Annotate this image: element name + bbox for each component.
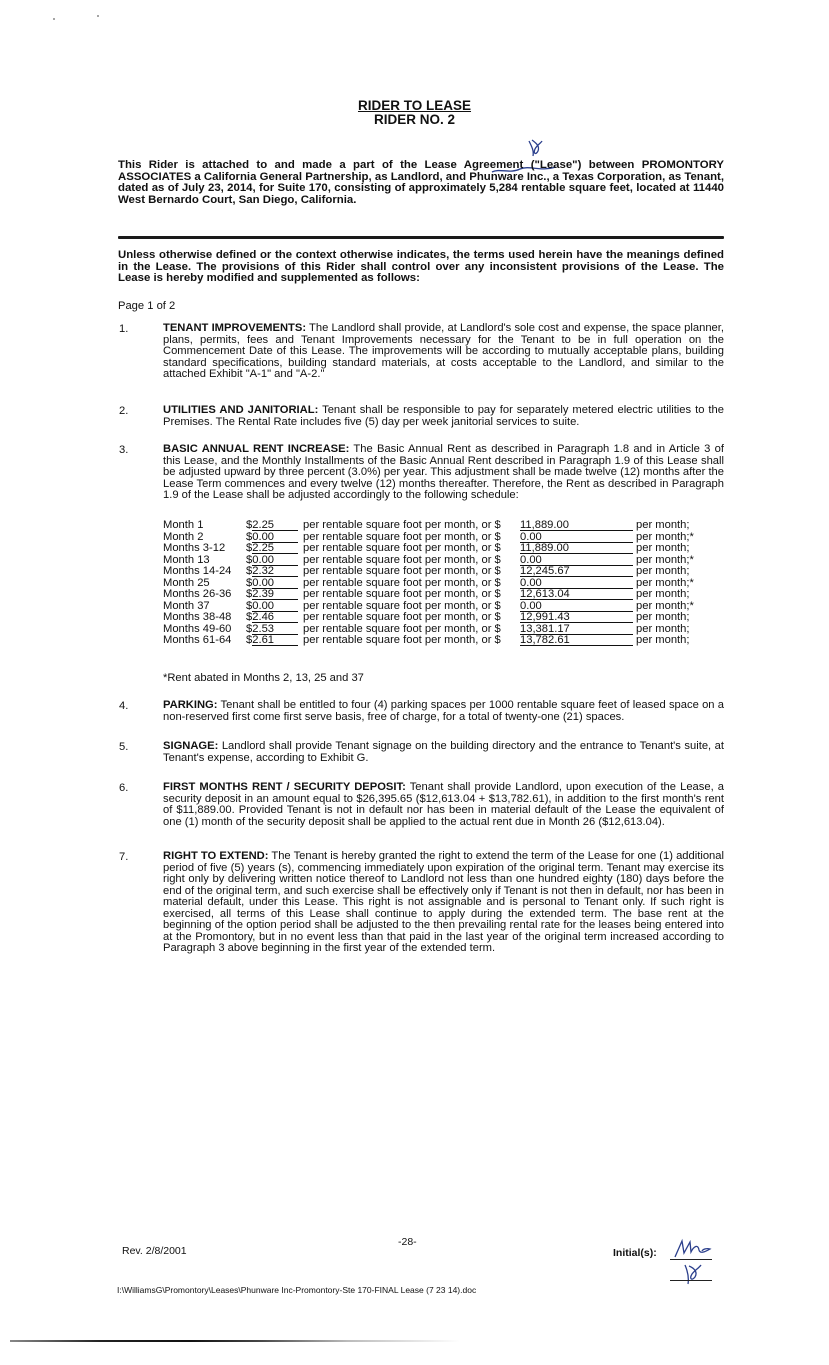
schedule-period: Months 49-60 — [163, 622, 232, 635]
schedule-amount: 0.00 — [520, 578, 633, 590]
schedule-rate: $2.39 — [246, 589, 300, 601]
schedule-suffix: per month; — [636, 622, 690, 635]
schedule-period: Months 38-48 — [163, 611, 232, 623]
schedule-suffix: per month; — [636, 634, 690, 646]
schedule-suffix: per month; — [636, 542, 690, 554]
scan-edge-line — [10, 1340, 460, 1342]
item-number: 6. — [119, 782, 129, 794]
schedule-rate: $2.61 — [246, 635, 300, 647]
schedule-amount: 12,613.04 — [520, 589, 633, 601]
scan-speck — [97, 15, 99, 17]
handwritten-initial-mark — [524, 137, 546, 159]
schedule-period: Months 3-12 — [163, 542, 226, 554]
schedule-suffix: per month; — [636, 588, 690, 600]
schedule-description: per rentable square foot per month, or $ — [303, 576, 501, 589]
schedule-rate: $2.25 — [246, 543, 300, 555]
item-number: 4. — [119, 700, 129, 712]
schedule-description: per rentable square foot per month, or $ — [303, 565, 501, 577]
item-parking — [163, 700, 724, 723]
item-tenant-improvements — [163, 323, 724, 381]
schedule-suffix: per month;* — [636, 530, 694, 543]
initials-line — [670, 1259, 712, 1260]
document-title: RIDER TO LEASE — [357, 98, 472, 113]
schedule-amount: 0.00 — [520, 532, 633, 544]
item-heading: SIGNAGE: — [163, 740, 219, 752]
schedule-amount: 0.00 — [520, 555, 633, 567]
schedule-period: Months 26-36 — [163, 588, 232, 600]
schedule-period: Month 25 — [163, 576, 210, 589]
schedule-amount: 12,245.67 — [520, 566, 633, 578]
item-heading: FIRST MONTHS RENT / SECURITY DEPOSIT: — [163, 781, 406, 793]
item-right-to-extend — [163, 851, 724, 955]
schedule-period: Month 37 — [163, 599, 210, 612]
section-divider — [118, 236, 724, 239]
schedule-description: per rentable square foot per month, or $ — [303, 622, 501, 635]
item-text: The Basic Annual Rent as described in Paragraph 1.8 and in Article 3 of this Lease, and the Monthly Installments of the Basic Annual Rent described in Paragraph 1.9 of this Lease shall be adjusted upward by three percent (3.0%) per year. This adjustment shall be made twelve (12) months after the Lease Term commences and every twelve (12) months thereafter. Therefore, the Rent as described in Paragraph 1.9 of the Lease shall be adjusted accordingly to the following schedule: — [163, 443, 724, 501]
schedule-period: Months 14-24 — [163, 565, 232, 577]
schedule-amount: 12,991.43 — [520, 612, 633, 624]
initials-label: Initial(s): — [613, 1247, 657, 1259]
schedule-amount: 11,889.00 — [520, 520, 633, 532]
initials-signature-1 — [672, 1236, 714, 1260]
schedule-rate: $0.00 — [246, 532, 300, 544]
item-heading: UTILITIES AND JANITORIAL: — [163, 404, 319, 416]
schedule-rate: $2.53 — [246, 624, 300, 636]
schedule-amount: 0.00 — [520, 601, 633, 613]
item-number: 5. — [119, 741, 129, 753]
item-number: 2. — [119, 405, 129, 417]
schedule-rate: $2.25 — [246, 520, 300, 532]
schedule-period: Months 61-64 — [163, 634, 232, 646]
schedule-suffix: per month; — [636, 565, 690, 577]
item-text: The Tenant is hereby granted the right to extend the term of the Lease for one (1) additional period of five (5) years (s), commencing immediately upon expiration of the original term. Tenant may exercise its right only by delivering written notice thereof to Landlord not less than one hundred eighty (180) days before the end of the original term, and such exercise shall be effectively only if Tenant is not then in default, nor has been in material default, under this Lease. This right is not assignable and is personal to Tenant only. If such right is exercised, all terms of this Lease shall continue to apply during the extended term. The base rent at the beginning of the option period shall be adjusted to the then prevailing rental rate for the leases being entered into at the Promontory, but in no event less than that paid in the last year of the original term increased according to Paragraph 3 above beginning in the first year of the extended term. — [163, 850, 724, 954]
page-indicator: Page 1 of 2 — [118, 300, 176, 312]
initials-signature-2 — [679, 1262, 705, 1286]
item-utilities-janitorial — [163, 405, 724, 428]
rent-schedule-table — [163, 520, 723, 647]
schedule-amount: 13,381.17 — [520, 624, 633, 636]
item-number: 7. — [119, 851, 129, 863]
schedule-period: Month 13 — [163, 553, 210, 566]
item-text: Landlord shall provide Tenant signage on the building directory and the entrance to Tenant's suite, at Tenant's expense, according to Exhibit G. — [163, 740, 724, 764]
item-number: 3. — [119, 444, 129, 456]
schedule-suffix: per month; — [636, 519, 690, 531]
schedule-period: Month 1 — [163, 519, 204, 531]
schedule-rate: $0.00 — [246, 578, 300, 590]
item-signage — [163, 741, 724, 764]
schedule-description: per rentable square foot per month, or $ — [303, 542, 501, 554]
schedule-description: per rentable square foot per month, or $ — [303, 599, 501, 612]
item-text: Tenant shall be responsible to pay for separately metered electric utilities to the Premises. The Rental Rate includes five (5) day per week janitorial services to suite. — [163, 404, 724, 428]
schedule-description: per rentable square foot per month, or $ — [303, 519, 501, 531]
schedule-description: per rentable square foot per month, or $ — [303, 553, 501, 566]
item-heading: PARKING: — [163, 699, 218, 711]
schedule-amount: 13,782.61 — [520, 635, 633, 647]
schedule-rate: $2.46 — [246, 612, 300, 624]
initials-line — [670, 1280, 712, 1281]
schedule-suffix: per month;* — [636, 553, 694, 566]
schedule-row — [163, 635, 723, 647]
intro-paragraph: This Rider is attached to and made a part of the Lease Agreement ("Lease") between PROMONTORY ASSOCIATES a California General Partnership, as Landlord, and Phunware Inc., a Texas Corporation, as Tenant, dated as of July 23, 2014, for Suite 170, consisting of approximately 5,284 rentable square feet, located at 11440 West Bernardo Court, San Diego, California. — [118, 159, 724, 206]
revision-date: Rev. 2/8/2001 — [122, 1245, 187, 1257]
schedule-footnote: *Rent abated in Months 2, 13, 25 and 37 — [163, 672, 364, 684]
preamble-paragraph: Unless otherwise defined or the context otherwise indicates, the terms used herein have the meanings defined in the Lease. The provisions of this Rider shall control over any inconsistent provisions of the Lease. The Lease is hereby modified and supplemented as follows: — [118, 249, 724, 284]
schedule-description: per rentable square foot per month, or $ — [303, 530, 501, 543]
item-security-deposit — [163, 782, 724, 828]
schedule-rate: $2.32 — [246, 566, 300, 578]
schedule-suffix: per month;* — [636, 576, 694, 589]
item-heading: BASIC ANNUAL RENT INCREASE: — [163, 443, 350, 455]
schedule-suffix: per month; — [636, 611, 690, 623]
file-path: I:\WilliamsG\Promontory\Leases\Phunware Inc-Promontory-Ste 170-FINAL Lease (7 23 14).doc — [117, 1285, 477, 1295]
schedule-description: per rentable square foot per month, or $ — [303, 634, 501, 646]
schedule-period: Month 2 — [163, 530, 204, 543]
schedule-description: per rentable square foot per month, or $ — [303, 611, 501, 623]
item-heading: RIGHT TO EXTEND: — [163, 850, 269, 862]
page-number: -28- — [398, 1236, 417, 1248]
item-text: Tenant shall provide Landlord, upon execution of the Lease, a security deposit in an amount equal to $26,395.65 ($12,613.04 + $13,782.61), in addition to the first month's rent of $11,889.00. Provided Tenant is not in default nor has been in material default of the Lease the equivalent of one (1) month of the security deposit shall be applied to the actual rent due in Month 26 ($12,613.04). — [163, 781, 725, 828]
schedule-suffix: per month;* — [636, 599, 694, 612]
item-text: The Landlord shall provide, at Landlord's sole cost and expense, the space planner, plans, permits, fees and Tenant Improvements necessary for the Tenant to be in full operation on the Commencement Date of this Lease. The improvements will be according to mutually acceptable plans, building standard specifications, building standard materials, at costs acceptable to the Landlord, and similar to the attached Exhibit "A-1" and "A-2." — [163, 322, 724, 380]
item-heading: TENANT IMPROVEMENTS: — [163, 322, 307, 334]
schedule-rate: $0.00 — [246, 555, 300, 567]
item-basic-annual-rent-increase — [163, 444, 724, 502]
scan-speck — [53, 18, 55, 20]
document-subtitle: RIDER NO. 2 — [373, 112, 455, 127]
item-text: Tenant shall be entitled to four (4) parking spaces per 1000 rentable square feet of leased space on a non-reserved first come first serve basis, free of charge, for a total of twenty-one (21) spaces. — [163, 699, 724, 723]
schedule-amount: 11,889.00 — [520, 543, 633, 555]
schedule-rate: $0.00 — [246, 601, 300, 613]
item-number: 1. — [119, 323, 129, 335]
schedule-description: per rentable square foot per month, or $ — [303, 588, 501, 600]
